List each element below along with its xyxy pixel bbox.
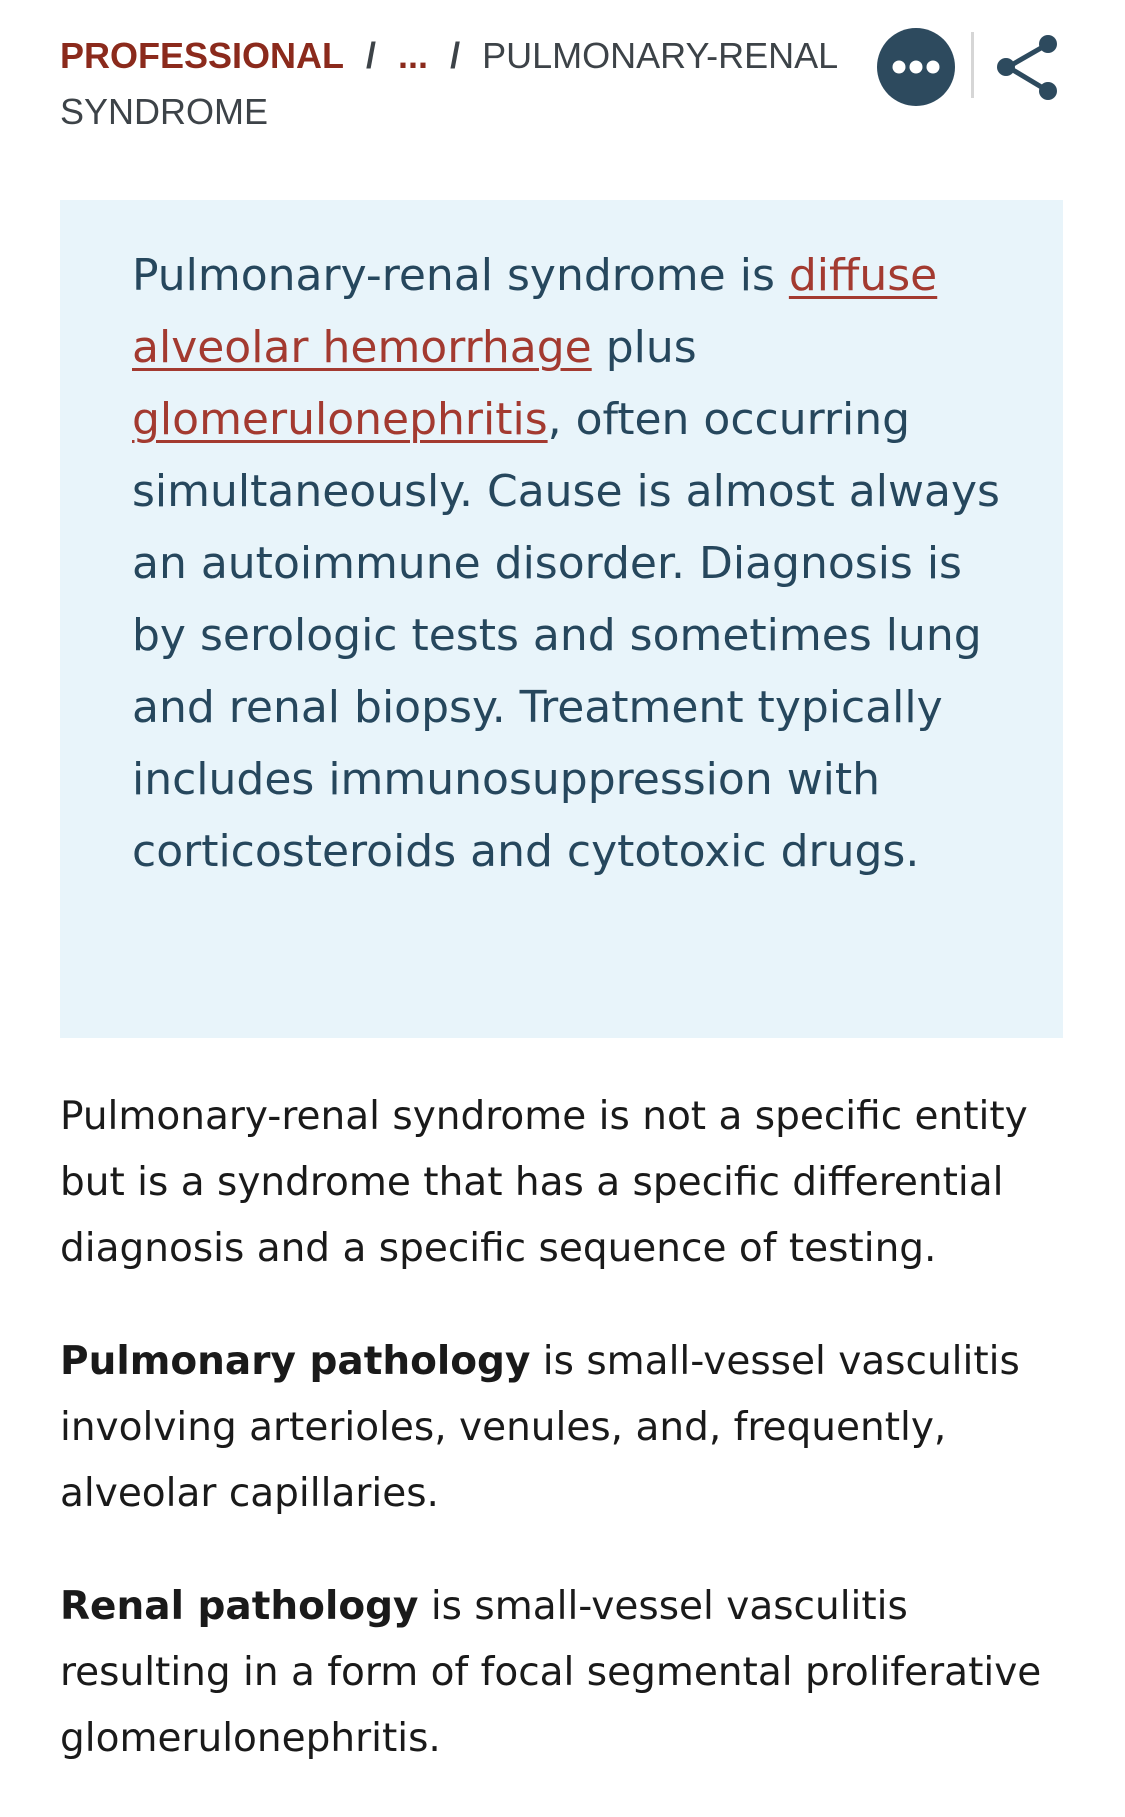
body-paragraph-renal-pathology [60,1574,1070,1772]
topic-summary-text [132,240,1012,888]
paragraph-heading: Renal pathology [60,1584,419,1629]
body-paragraph-pulmonary-pathology [60,1329,1070,1527]
page-header [60,28,1065,138]
breadcrumb-ellipsis-link[interactable]: ... [398,35,429,76]
summary-text-part: , often occurring simultaneously. Cause is almost always an autoimmune disorder. Diagnosis is by serologic tests and sometimes lung and renal biopsy. Treatment typically includes immunosuppression with corticosteroids and cytotoxic drugs. [132,394,1000,877]
breadcrumb-current: PULMONARY-RENAL SYNDROME [60,35,837,132]
share-icon [990,30,1065,105]
paragraph-text: Pulmonary-renal syndrome is not a specific entity but is a syndrome that has a specific differential diagnosis and a specific sequence of testing. [60,1094,1028,1271]
paragraph-heading: Pulmonary pathology [60,1339,531,1384]
breadcrumb [60,28,880,140]
summary-text-part: Pulmonary-renal syndrome is [132,250,789,301]
summary-text-part: plus [591,322,697,373]
breadcrumb-separator: / [450,35,461,76]
paragraph-text: is small-vessel vasculitis resulting in a form of focal segmental proliferative glomerulonephritis. [60,1584,1042,1761]
topic-summary-box [60,200,1063,1038]
header-divider [971,32,974,98]
more-options-button[interactable] [877,28,955,106]
paragraph-text: is small-vessel vasculitis involving arterioles, venules, and, frequently, alveolar capillaries. [60,1339,1020,1516]
more-dots-icon [891,59,941,75]
glomerulonephritis-link[interactable]: glomerulonephritis [132,394,548,445]
breadcrumb-professional-link[interactable]: PROFESSIONAL [60,35,345,76]
share-button[interactable] [990,30,1065,105]
breadcrumb-separator: / [366,35,377,76]
body-paragraph-intro [60,1084,1070,1282]
diffuse-alveolar-hemorrhage-link[interactable]: diffuse alveolar hemorrhage [132,250,938,373]
